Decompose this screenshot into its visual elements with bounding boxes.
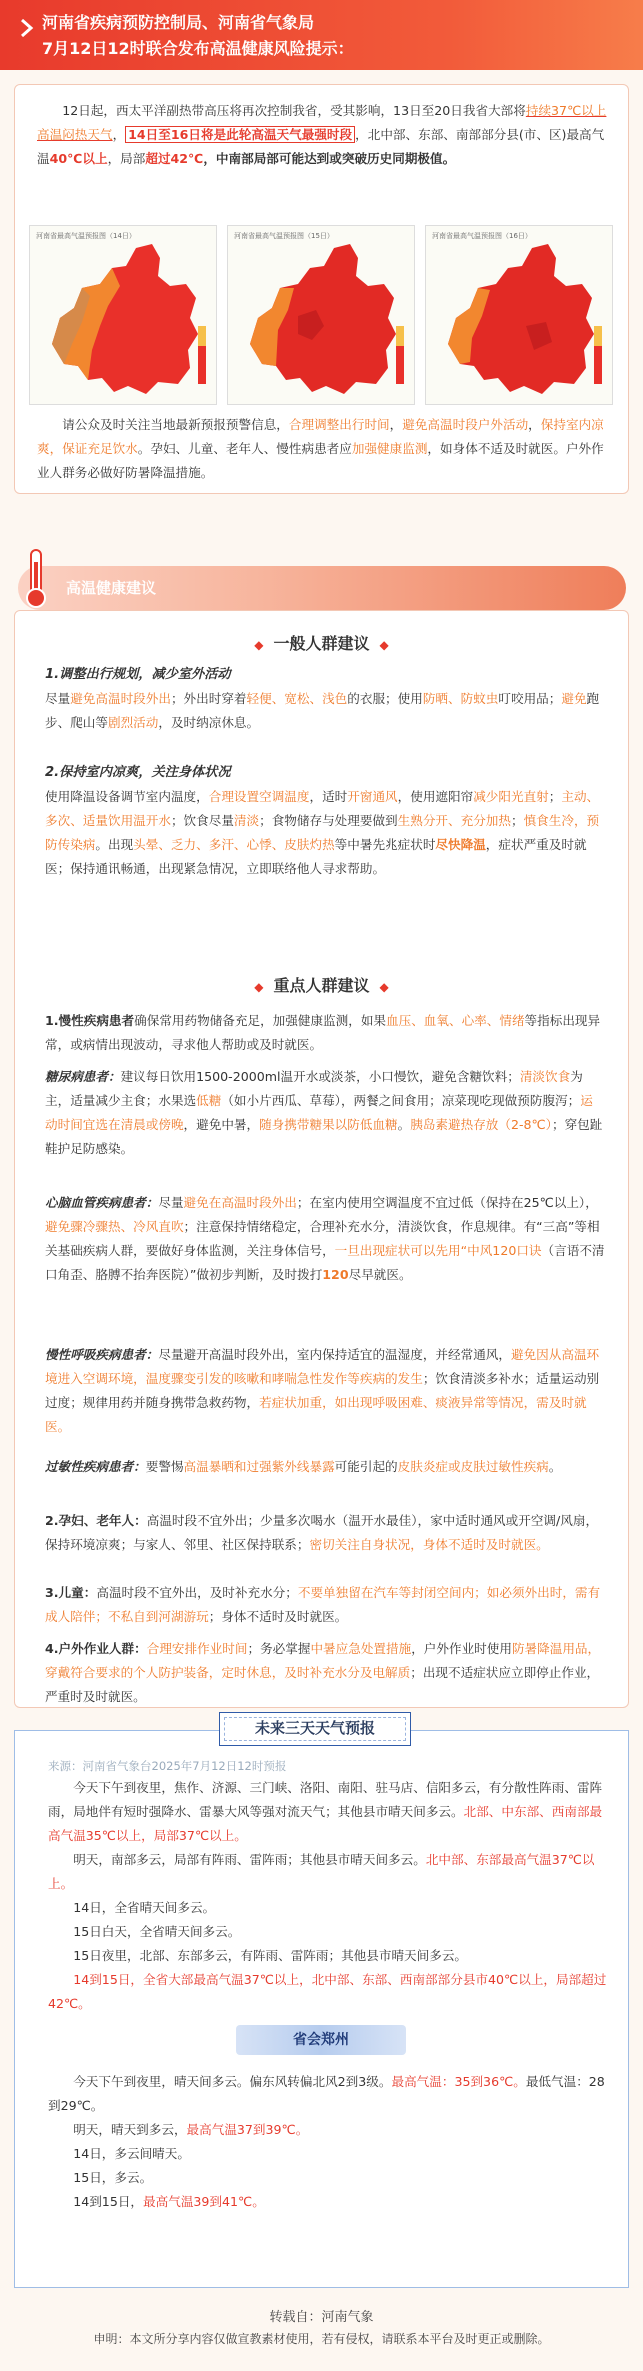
key-groups-title xyxy=(15,973,628,996)
map-caption: 河南省最高气温预报图（14日） xyxy=(36,232,136,240)
t: 今天下午到夜里，晴天间多云。偏东风转偏北风2到3级。 xyxy=(73,2074,392,2089)
forecast-source: 来源：河南省气象台2025年7月12日12时预报 xyxy=(48,1759,287,1773)
t: 皮肤炎症或皮肤过敏性疾病 xyxy=(397,1459,549,1474)
t: 不要单独留在汽车等封闭空间内；如必须外出时，需有成人陪伴；不私自到河湖游玩 xyxy=(45,1585,601,1624)
t: 一旦出现症状可以先用“中风120口诀 xyxy=(334,1243,542,1258)
t: 避免骤冷骤热、冷风直吹 xyxy=(45,1219,184,1234)
intro-paragraph-1 xyxy=(37,99,607,171)
t: 低糖 xyxy=(196,1093,222,1108)
advice-text xyxy=(45,1455,605,1479)
city-label xyxy=(236,2025,406,2055)
t: 慢性呼吸疾病患者： xyxy=(45,1347,159,1362)
t: 北中部、东部最高气温37℃以上。 xyxy=(48,1852,595,1891)
diamond-icon: ◆ xyxy=(379,980,389,994)
intro-text: ， xyxy=(112,127,126,142)
advice-text xyxy=(45,1343,605,1439)
forecast-line xyxy=(48,1776,608,1848)
intro-highlight: 持续37℃以上高温闷热天气 xyxy=(37,103,607,142)
children-block xyxy=(45,1581,605,1629)
header-banner xyxy=(0,0,643,70)
t: ；饮食尽量 xyxy=(170,813,234,828)
allergy-block xyxy=(45,1455,605,1479)
forecast-line: 15日白天，全省晴天间多云。 xyxy=(73,1924,241,1939)
intro-text: ，中南部局部可能达到或突破历史同期极值。 xyxy=(203,151,456,166)
intro-text: ， xyxy=(528,417,541,432)
general-advice-block-1 xyxy=(45,663,605,735)
chronic-disease-block xyxy=(45,1009,605,1057)
intro-text: ，局部 xyxy=(107,151,146,166)
t: ，及时纳凉休息。 xyxy=(158,715,260,730)
t: 最高气温37到39℃。 xyxy=(186,2122,309,2137)
t: 合理设置空调温度 xyxy=(208,789,310,804)
intro-text: ，如身体不适及时就医。户外作业人群务必做好防暑降温措施。 xyxy=(37,441,604,480)
t: 今天下午到夜里，焦作、济源、三门峡、洛阳、南阳、驻马店、信阳多云，有分散性阵雨、雷阵雨，局地伴有短时强降水、雷暴大风等强对流天气；其他县市晴天间多云。 xyxy=(48,1780,603,1819)
diamond-icon: ◆ xyxy=(379,638,389,652)
intro-highlight: 保持室内凉爽，保证充足饮水 xyxy=(37,417,604,456)
forecast-maps xyxy=(29,225,614,405)
t: 叮咬用品； xyxy=(498,691,562,706)
t: 尽快降温 xyxy=(435,837,486,852)
t: ，适时 xyxy=(309,789,348,804)
outdoor-workers-block xyxy=(45,1637,605,1709)
advice-subtitle: 2.保持室内凉爽，关注身体状况 xyxy=(45,765,231,780)
t: 2.孕妇、老年人： xyxy=(45,1513,147,1528)
henan-map-graphic xyxy=(228,226,416,406)
diabetes-block xyxy=(45,1065,605,1161)
t: （言语不清口角歪、胳膊不抬奔医院）”做初步判断，及时拨打 xyxy=(45,1243,605,1282)
temperature-map-15 xyxy=(227,225,415,405)
intro-highlight: 超过42℃ xyxy=(145,151,204,166)
respiratory-block xyxy=(45,1343,605,1439)
forecast-line: 15日夜里，北部、东部多云，有阵雨、雷阵雨；其他县市晴天间多云。 xyxy=(73,1948,468,1963)
t: 避免在高温时段外出 xyxy=(183,1195,297,1210)
t: 可能引起的 xyxy=(334,1459,398,1474)
forecast-province xyxy=(48,1776,608,2016)
t: 120 xyxy=(322,1267,349,1282)
header-title-line1: 河南省疾病预防控制局、河南省气象局 xyxy=(42,13,315,32)
forecast-line xyxy=(48,2118,608,2142)
reprint-source: 转载自：河南气象 xyxy=(269,2310,374,2325)
intro-text: 请公众及时关注当地最新预报预警信息， xyxy=(62,417,289,432)
t: 最低气温：28到29℃。 xyxy=(48,2074,605,2113)
t: 中暑应急处置措施 xyxy=(310,1641,412,1656)
t: ； xyxy=(548,789,562,804)
t: ；穿包趾鞋护足防感染。 xyxy=(45,1117,603,1156)
t: ；外出时穿着 xyxy=(170,691,247,706)
t: 糖尿病患者： xyxy=(45,1069,121,1084)
t: 剧烈活动 xyxy=(107,715,159,730)
disclaimer: 申明：本文所分享内容仅做宣教素材使用，若有侵权，请联系本平台及时更正或删除。 xyxy=(93,2332,550,2346)
t: 尽量 xyxy=(45,691,71,706)
section-header xyxy=(0,566,626,610)
intro-card xyxy=(14,84,629,494)
general-advice-title xyxy=(15,631,628,654)
t: 慎食生冷，预防传染病 xyxy=(45,813,600,852)
t: 要警惕 xyxy=(145,1459,184,1474)
forecast-line xyxy=(48,2190,608,2214)
t: 高温时段不宜外出，及时补充水分； xyxy=(96,1585,298,1600)
advice-text xyxy=(45,687,605,735)
t: 1.慢性疾病患者 xyxy=(45,1013,135,1028)
cardiovascular-block xyxy=(45,1191,605,1287)
t: 运动时间宜选在清晨或傍晚 xyxy=(45,1093,593,1132)
t: 使用降温设备调节室内温度， xyxy=(45,789,209,804)
health-advice-card xyxy=(14,610,629,1708)
intro-text: 。孕妇、儿童、老年人、慢性病患者应 xyxy=(137,441,352,456)
advice-subtitle: 1.调整出行规划，减少室外活动 xyxy=(45,667,231,682)
city-label-text: 省会郑州 xyxy=(293,2032,349,2048)
t: 等指标出现异常，或病情出现波动，寻求他人帮助或及时就医。 xyxy=(45,1013,601,1052)
t: 尽量避开高温时段外出，室内保持适宜的温湿度，并经常通风， xyxy=(158,1347,511,1362)
t: ，症状严重及时就医；保持通讯畅通，出现紧急情况，立即联络他人寻求帮助。 xyxy=(45,837,587,876)
t: 高温暴晒和过强紫外线暴露 xyxy=(183,1459,335,1474)
advice-text xyxy=(45,1191,605,1287)
forecast-zhengzhou xyxy=(48,2070,608,2214)
t: 合理安排作业时间 xyxy=(146,1641,248,1656)
t: 明天，南部多云，局部有阵雨、雷阵雨；其他县市晴天间多云。 xyxy=(73,1852,426,1867)
forecast-line xyxy=(48,1848,608,1896)
t: 4.户外作业人群： xyxy=(45,1641,147,1656)
intro-highlight: 避免高温时段户外活动 xyxy=(402,417,529,432)
advice-text xyxy=(45,1065,605,1161)
t: 防晒、防蚊虫 xyxy=(422,691,499,706)
intro-text: ，北中部、东部、南部部分县(市、区)最高气温 xyxy=(37,127,605,166)
t: 过敏性疾病患者： xyxy=(45,1459,146,1474)
advice-text xyxy=(45,1581,605,1629)
t: 避免 xyxy=(561,691,587,706)
t: 为主，适量减少主食；水果选 xyxy=(45,1069,583,1108)
general-advice-title-text: 一般人群建议 xyxy=(273,634,370,653)
t: 主动、多次、适量饮用温开水 xyxy=(45,789,600,828)
forecast-title: 未来三天天气预报 xyxy=(219,1712,411,1746)
t: 。 xyxy=(397,1117,411,1132)
t: 避免因从高温环境进入空调环境，温度骤变引发的咳嗽和哮喘急性发作等疾病的发生 xyxy=(45,1347,600,1386)
t: 3.儿童： xyxy=(45,1585,97,1600)
t: 北部、中东部、西南部最高气温35℃以上，局部37℃以上。 xyxy=(48,1804,603,1843)
t: （如小片西瓜、草莓），两餐之间食用；凉菜现吃现做预防腹泻； xyxy=(221,1093,581,1108)
t: 开窗通风 xyxy=(347,789,398,804)
intro-boxed-highlight: 14日至16日将是此轮高温天气最强时段 xyxy=(125,126,355,143)
temperature-map-14 xyxy=(29,225,217,405)
chevron-right-icon xyxy=(18,17,36,39)
t: 确保常用药物储备充足，加强健康监测，如果 xyxy=(134,1013,386,1028)
intro-highlight: 加强健康监测 xyxy=(351,441,428,456)
t: ，避免中暑， xyxy=(183,1117,260,1132)
intro-paragraph-2 xyxy=(37,413,607,485)
advice-text xyxy=(45,1509,605,1557)
header-title-line2: 7月12日12时联合发布高温健康风险提示： xyxy=(42,39,354,58)
t: ，使用遮阳帘 xyxy=(397,789,474,804)
t: 清淡 xyxy=(233,813,260,828)
t: ，户外作业时使用 xyxy=(411,1641,512,1656)
t: 高温时段不宜外出；少量多次喝水（温开水最佳），家中适时通风或开空调/风扇，保持环境凉爽；与家人、邻里、社区保持联系； xyxy=(45,1513,599,1552)
t: 尽早就医。 xyxy=(348,1267,412,1282)
key-groups-title-text: 重点人群建议 xyxy=(273,976,370,995)
t: 清淡饮食 xyxy=(519,1069,571,1084)
t: 随身携带糖果以防低血糖 xyxy=(259,1117,398,1132)
forecast-line: 15日，多云。 xyxy=(73,2170,153,2185)
t: 等中暑先兆症状时 xyxy=(334,837,436,852)
forecast-line: 14日，全省晴天间多云。 xyxy=(73,1900,216,1915)
section-header-label: 高温健康建议 xyxy=(66,579,157,597)
t: 生熟分开、充分加热 xyxy=(397,813,511,828)
t: 防暑降温用品，穿戴符合要求的个人防护装备，定时休息，及时补充水分及电解质 xyxy=(45,1641,601,1680)
t: ；饮食清淡多补水；适量运动别过度；规律用药并随身携带急救药物， xyxy=(45,1371,600,1410)
temperature-map-16 xyxy=(425,225,613,405)
t: 头晕、乏力、多汗、心悸、皮肤灼热 xyxy=(133,837,335,852)
t: 最高气温：35到36℃。 xyxy=(391,2074,526,2089)
t: 。出现 xyxy=(95,837,134,852)
t: ；在室内使用空调温度不宜过低（保持在25℃以上）， xyxy=(296,1195,598,1210)
t: ；出现不适症状应立即停止作业，严重时及时就医。 xyxy=(45,1665,600,1704)
t: ；注意保持情绪稳定，合理补充水分，清淡饮食，作息规律。有“三高”等相关基础疾病人群，要做好身体监测，关注身体信号， xyxy=(45,1219,600,1258)
intro-text: 12日起，西太平洋副热带高压将再次控制我省，受其影响，13日至20日我省大部将 xyxy=(62,103,526,118)
t: 心脑血管疾病患者： xyxy=(45,1195,159,1210)
henan-map-graphic xyxy=(30,226,218,406)
diamond-icon: ◆ xyxy=(254,638,264,652)
t: ；身体不适时及时就医。 xyxy=(208,1609,348,1624)
intro-text: ， xyxy=(389,417,403,432)
t: 跑步、爬山等 xyxy=(45,691,600,730)
pregnant-elderly-block xyxy=(45,1509,605,1557)
advice-text xyxy=(45,785,605,881)
t: 胰岛素避热存放（2-8℃） xyxy=(410,1117,552,1132)
t: 若症状加重，如出现呼吸困难、痰液异常等情况，需及时就医。 xyxy=(45,1395,587,1434)
t: 尽量 xyxy=(158,1195,184,1210)
intro-highlight: 40℃以上 xyxy=(49,151,108,166)
forecast-line xyxy=(48,2070,608,2118)
t: 血压、血氧、心率、情绪 xyxy=(386,1013,525,1028)
forecast-line: 14日，多云间晴天。 xyxy=(73,2146,190,2161)
general-advice-block-2 xyxy=(45,761,605,881)
intro-highlight: 合理调整出行时间 xyxy=(288,417,390,432)
thermometer-icon xyxy=(22,548,50,610)
map-caption: 河南省最高气温预报图（15日） xyxy=(234,232,334,240)
t: ；食物储存与处理要做到 xyxy=(259,813,398,828)
henan-map-graphic xyxy=(426,226,614,406)
map-caption: 河南省最高气温预报图（16日） xyxy=(432,232,532,240)
t: 减少阳光直射 xyxy=(473,789,549,804)
t: 的衣服；使用 xyxy=(347,691,423,706)
t: 。 xyxy=(548,1459,562,1474)
t: 轻便、宽松、浅色 xyxy=(246,691,348,706)
t: 14到15日， xyxy=(73,2194,144,2209)
t: 避免高温时段外出 xyxy=(70,691,171,706)
t: 建议每日饮用1500-2000ml温开水或淡茶，小口慢饮，避免含糖饮料； xyxy=(120,1069,520,1084)
t: ；务必掌握 xyxy=(247,1641,311,1656)
t: 明天，晴天到多云， xyxy=(73,2122,187,2137)
t: 最高气温39到41℃。 xyxy=(143,2194,265,2209)
diamond-icon: ◆ xyxy=(254,980,264,994)
advice-text xyxy=(45,1637,605,1709)
advice-text xyxy=(45,1009,605,1057)
forecast-line: 14到15日，全省大部最高气温37℃以上，北中部、东部、西南部部分县市40℃以上，局部超过42℃。 xyxy=(48,1972,607,2011)
t: 密切关注自身状况，身体不适时及时就医。 xyxy=(309,1537,549,1552)
t: ； xyxy=(510,813,524,828)
